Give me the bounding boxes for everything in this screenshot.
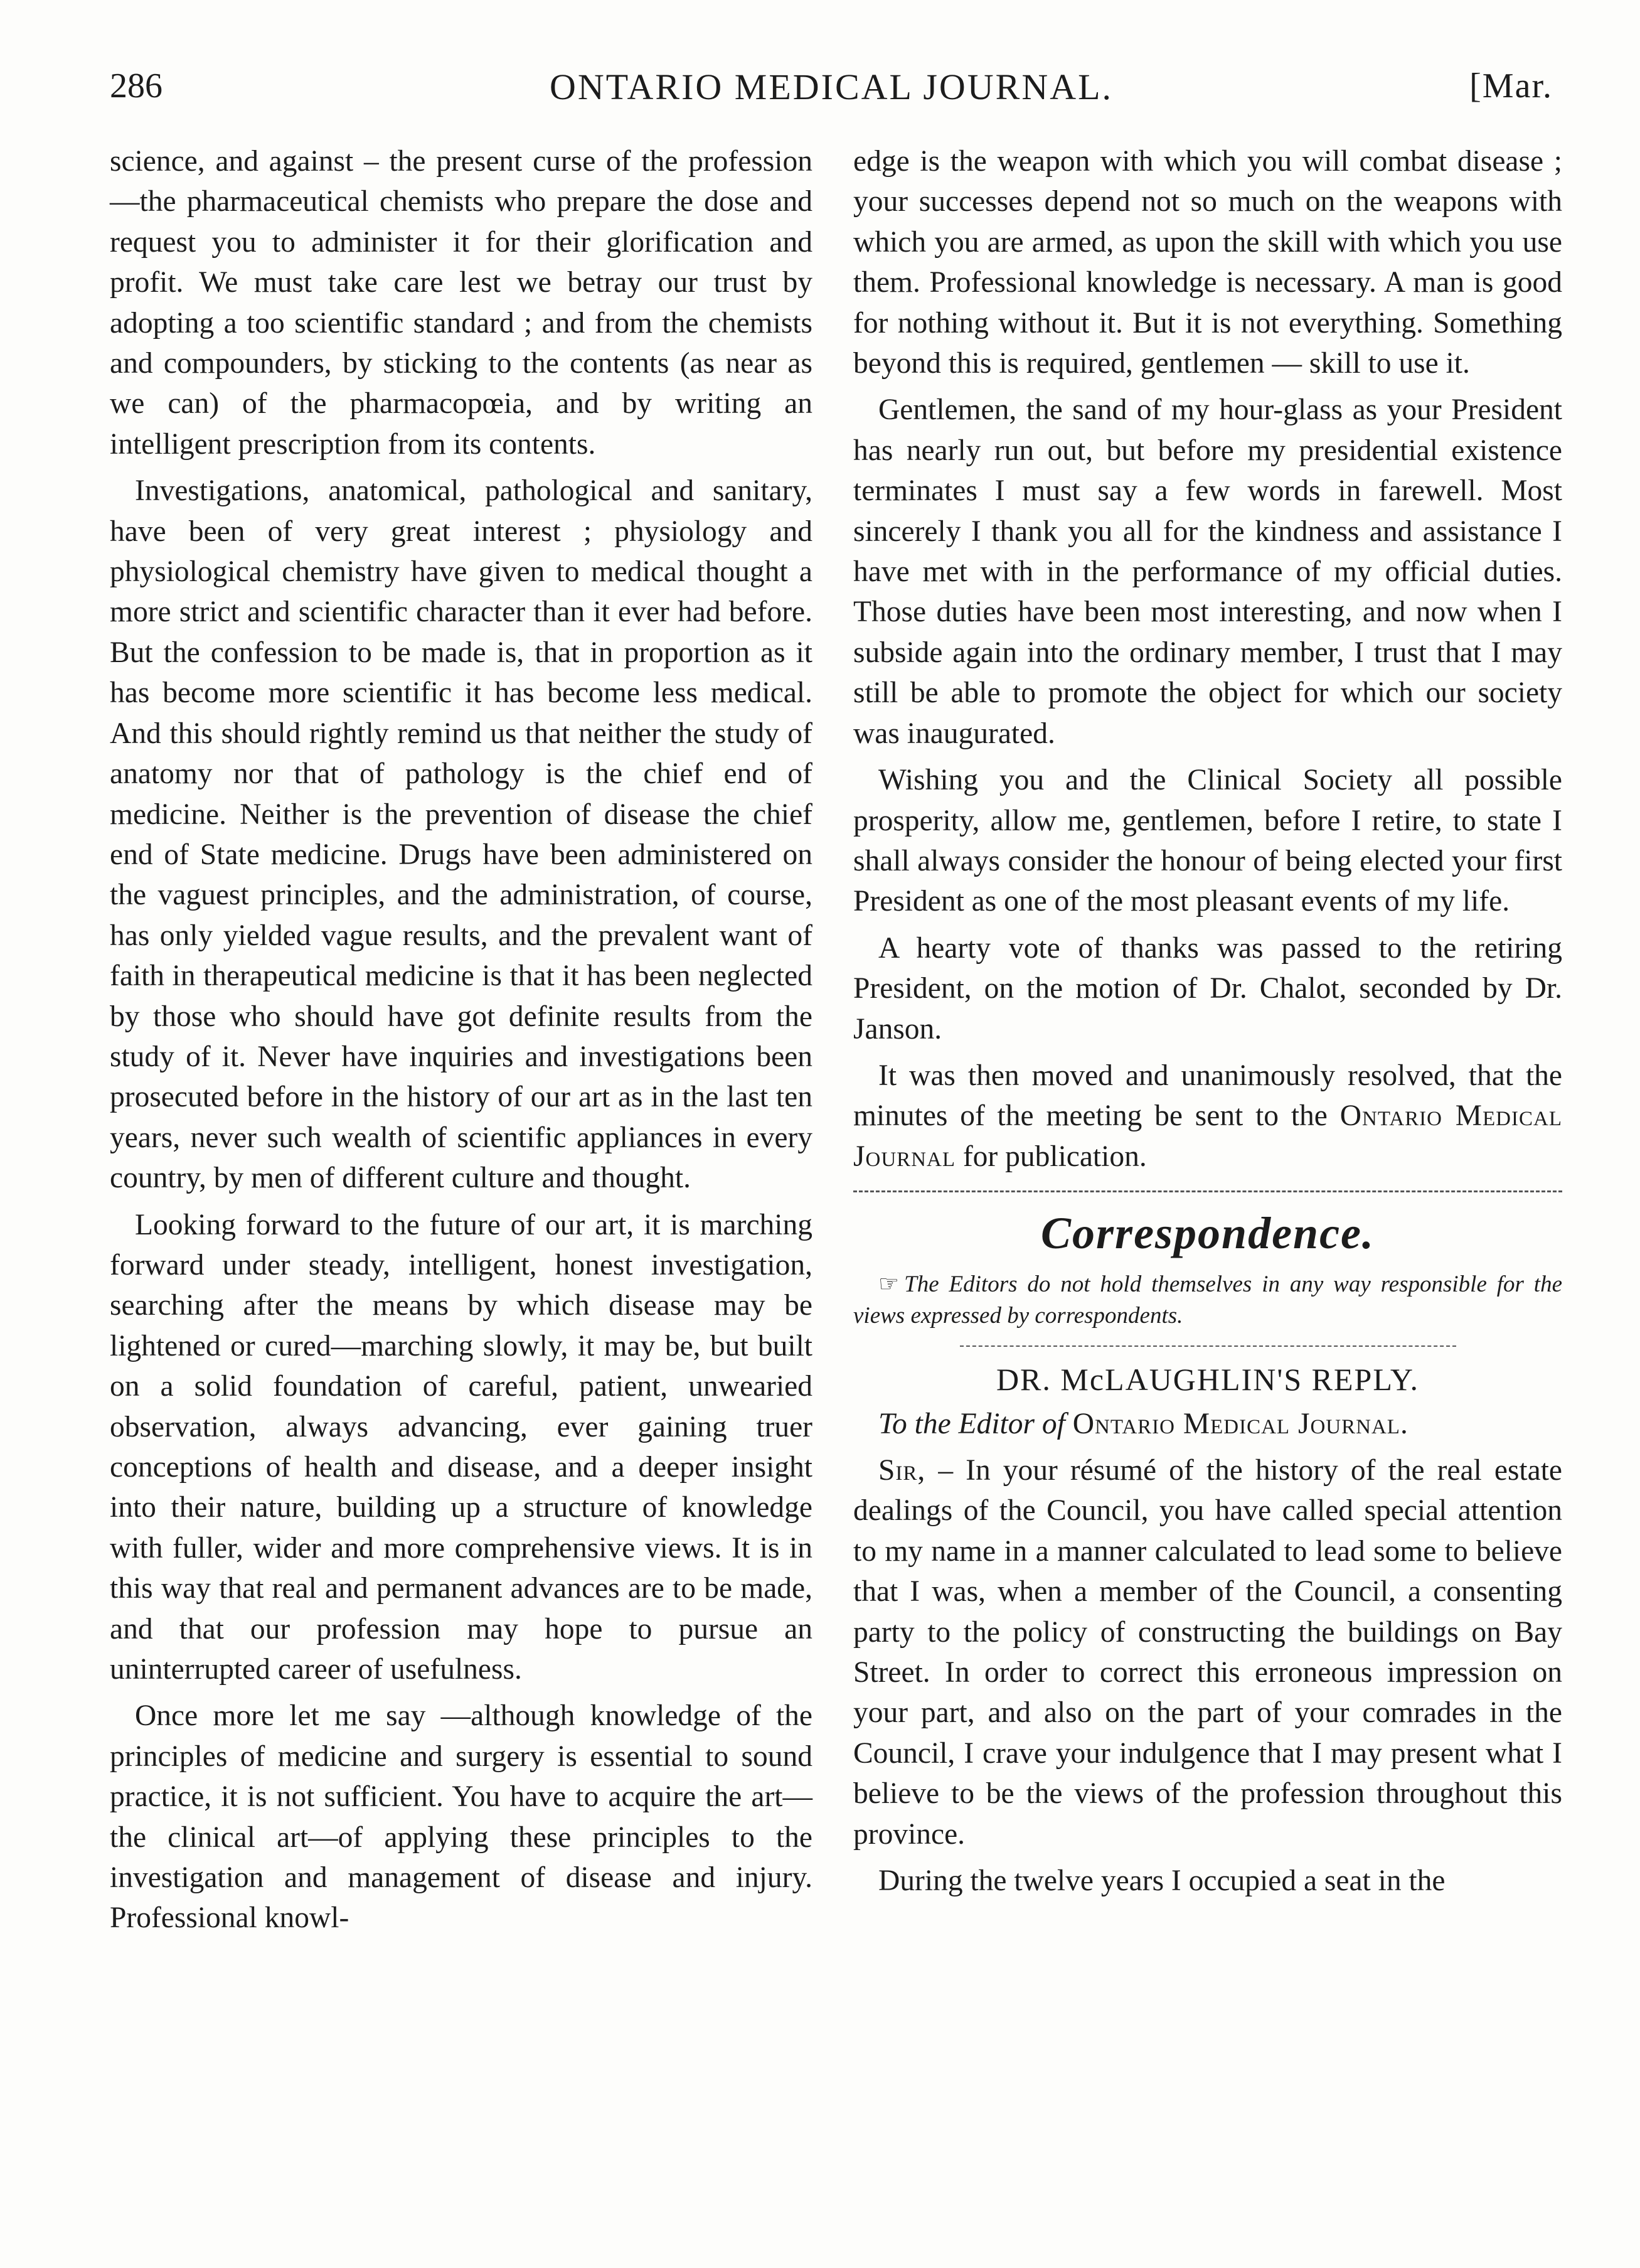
journal-name: Ontario Medical Journal. <box>1072 1407 1408 1440</box>
letter-title: DR. McLAUGHLIN'S REPLY. <box>996 1362 1420 1398</box>
addressee-text: To the Editor of <box>878 1407 1073 1440</box>
journal-name: Ontario Medical Journal <box>853 1099 1563 1173</box>
paragraph: science, and against – the present curse of the profession—the pharmaceutical chemists who prepare the dose and request you to administer it for their glorification and profit. We must take care lest we betray our trust by adopting a too scientific standard ; and from the chemists and compounders, by sticking to the contents (as near as we can) of the pharmacopœia, and by writing an intelligent prescription from its contents. <box>110 145 812 461</box>
editor-disclaimer <box>853 1269 1562 1332</box>
paragraph <box>853 1056 1562 1177</box>
journal-title: ONTARIO MEDICAL JOURNAL. <box>549 67 1114 107</box>
paragraph: Investigations, anatomical, pathological and sanitary, have been of very great interest ; physiology and physiological chemistry have given to medical thought a more strict and scientific character than it ever had before. But the confession to be made is, that in proportion as it has become more scientific it has become less medical. And this should rightly remind us that neither the study of anatomy nor that of pathology is the chief end of medicine. Neither is the prevention of disease the chief end of State medicine. Drugs have been administered on the vaguest principles, and the administration, of course, has only yielded vague results, and the prevalent want of faith in therapeutical medicine is that it has been neglected by those who should have got definite results from the study of it. Never have inquiries and investigations been prosecuted before in the history of our art as in the last ten years, never such wealth of scientific appliances in every country, by men of different culture and thought. <box>110 474 812 1195</box>
section-title: Correspondence. <box>1041 1208 1375 1259</box>
paragraph: Once more let me say —although knowledge of the principles of medicine and surgery is essential to sound practice, it is not sufficient. You have to acquire the art—the clinical art—of applying these principles to the investigation and management of disease and injury. Professional knowl- <box>110 1699 812 1935</box>
letter-addressee <box>853 1404 1562 1444</box>
paragraph: Gentlemen, the sand of my hour-glass as your President has nearly run out, but before my presidential existence terminates I must say a few words in farewell. Most sincerely I thank you all for the kindness and assistance I have met with in the performance of my official duties. Those duties have been most interesting, and now when I subside again into the ordinary member, I trust that I may still be able to promote the object for which our society was inaugurated. <box>853 393 1562 750</box>
paragraph: During the twelve years I occupied a seat in the <box>878 1864 1446 1898</box>
paragraph: edge is the weapon with which you will combat disease ; your successes depend not so much on the weapons with which you are armed, as upon the skill with which you use them. Professional knowledge is necessary. A man is good for nothing without it. But it is not everything. Something beyond this is required, gentlemen — skill to use it. <box>853 145 1562 380</box>
paragraph: A hearty vote of thanks was passed to the retiring President, on the motion of Dr. Chalot, seconded by Dr. Janson. <box>853 931 1562 1046</box>
paragraph <box>853 1450 1562 1854</box>
section-divider <box>960 1345 1456 1347</box>
paragraph-text: It was then moved and unanimously resolved, that the minutes of the meeting be sent to the <box>853 1059 1562 1133</box>
disclaimer-text: The Editors do not hold themselves in any way responsible for the views expressed by correspondents. <box>853 1271 1562 1329</box>
right-column <box>853 141 1562 2212</box>
pointing-hand-icon: ☞ <box>878 1271 900 1298</box>
paragraph-text: – In your résumé of the history of the real estate dealings of the Council, you have called special attention to my name in a manner calculated to lead some to believe that I was, when a member of the Council, a consenting party to the policy of constructing the buildings on Bay Street. In order to correct this erroneous impression on your part, and also on the part of your comrades in the Council, I crave your indulgence that I may present what I believe to be the views of the profession throughout this province. <box>853 1453 1562 1851</box>
paragraph-text: for publication. <box>955 1140 1147 1173</box>
paragraph: Wishing you and the Clinical Society all possible prosperity, allow me, gentlemen, before I retire, to state I shall always consider the honour of being elected your first President as one of the most pleasant events of my life. <box>853 764 1562 918</box>
issue-month: [Mar. <box>1469 67 1553 105</box>
page-number: 286 <box>110 67 162 105</box>
salutation: Sir, <box>878 1453 926 1487</box>
left-column <box>110 141 812 2212</box>
running-header <box>110 66 1553 122</box>
paragraph: Looking forward to the future of our art, it is marching forward under steady, intelligent, honest investigation, searching after the means by which disease may be lightened or cured—marching slowly, it may be, but built on a solid foundation of careful, patient, unwearied observation, always advancing, ever gaining truer conceptions of health and disease, and a deeper insight into their nature, building up a structure of knowledge with fuller, wider and more comprehensive views. It is in this way that real and permanent advances are to be made, and that our profession may hope to pursue an uninterrupted career of usefulness. <box>110 1208 812 1686</box>
section-divider <box>853 1190 1562 1192</box>
